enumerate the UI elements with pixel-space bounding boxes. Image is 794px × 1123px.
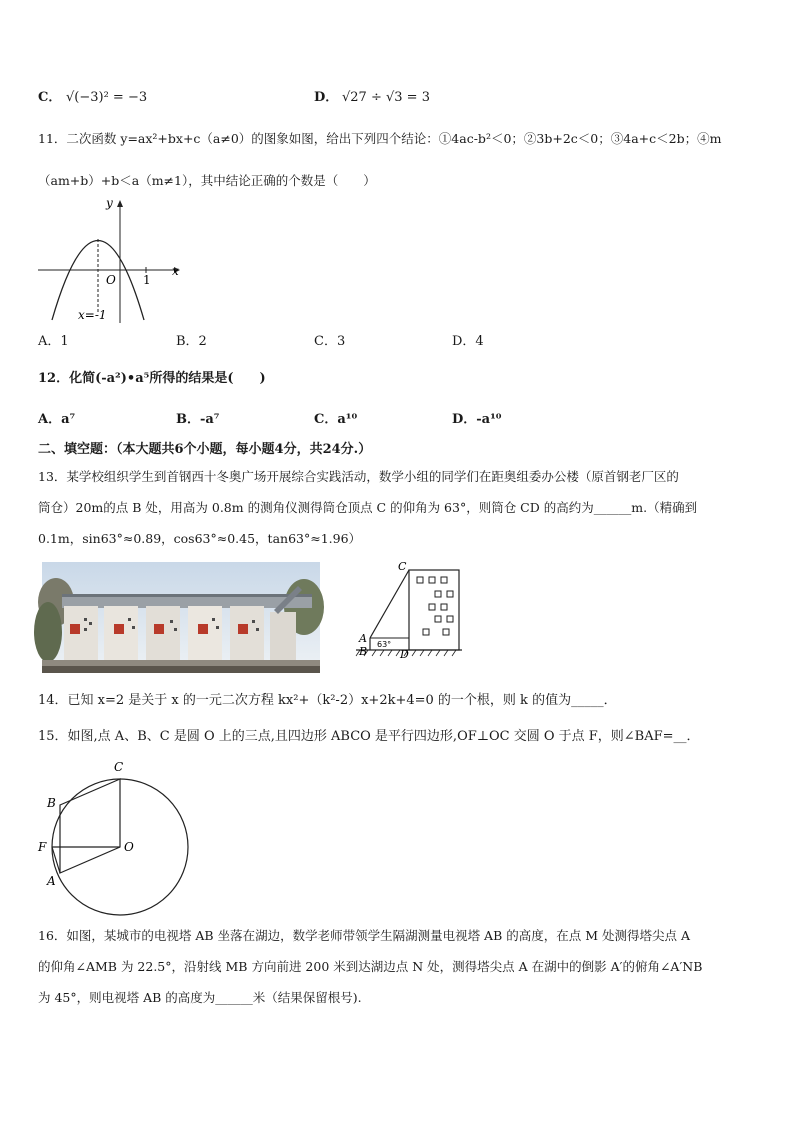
q15-label-c: C [114,760,124,774]
q10-option-d-label: D． [314,90,339,105]
q11-parabola-graph [34,195,184,325]
q13-text-line1: 13．某学校组织学生到首钢西十冬奥广场开展综合实践活动，数学小组的同学们在距奥组委办公楼（原首钢老厂区的 [38,469,679,484]
q14-text: 14．已知 x=2 是关于 x 的一元二次方程 kx²+（k²-2）x+2k+4=0 的一个根，则 k 的值为_____． [38,693,617,708]
q15-label-a: A [47,874,56,888]
q16-text-line3: 为 45°，则电视塔 AB 的高度为______米（结果保留根号). [38,990,362,1005]
q12-option-c: C．a¹⁰ [314,412,358,427]
q15-text: 15．如图,点 A、B、C 是圆 O 上的三点,且四边形 ABCO 是平行四边形,OF⊥OC 交圆 O 于点 F，则∠BAF=__． [38,729,700,744]
q13-label-a: A [359,632,367,645]
q15-label-f: F [38,840,47,854]
q13-label-b: B [359,645,368,658]
q15-circle-figure [34,758,194,890]
q12-option-d: D．-a¹⁰ [452,412,502,427]
q13-text-line2: 筒仓）20m的点 B 处，用高为 0.8m 的测角仪测得筒仓顶点 C 的仰角为 63°，则筒仓 CD 的高约为______m.（精确到 [38,500,698,515]
q11-option-a: A．1 [38,334,69,349]
q13-geometry-figure [356,558,466,664]
q12-option-b: B．-a⁷ [176,412,220,427]
q11-text-line2: （am+b）+b＜a（m≠1），其中结论正确的个数是（ ） [38,173,376,188]
q11-text-line1: 11．二次函数 y=ax²+bx+c（a≠0）的图象如图，给出下列四个结论：①4ac-b²＜0；②3b+2c＜0；③4a+c＜2b；④m [38,131,722,146]
q11-origin-label: O [106,273,116,287]
q11-y-label: y [106,196,113,210]
q12-text: 12．化简(-a²)•a⁵所得的结果是( ) [38,371,266,386]
q13-building-photo [42,562,320,673]
q10-option-c-label: C． [38,90,62,105]
q11-option-c: C．3 [314,334,346,349]
q13-label-c: C [398,560,407,573]
q11-y-axis-arrow [117,200,123,207]
q11-option-b: B．2 [176,334,207,349]
q13-angle-label: 63° [377,640,392,649]
q10-option-c-expression: √(−3)² = −3 [66,90,148,105]
section-2-title: 二、填空题：（本大题共6个小题，每小题4分，共24分.） [38,442,372,457]
q15-parallelogram [60,779,120,873]
q12-option-a: A．a⁷ [38,412,76,427]
q11-tick-label: 1 [143,273,151,287]
q16-text-line1: 16．如图，某城市的电视塔 AB 坐落在湖边，数学老师带领学生隔湖测量电视塔 AB 的高度，在点 M 处测得塔尖点 A [38,928,690,943]
q13-label-d: D [400,648,409,661]
q13-sight-line [370,570,409,638]
q13-text-line3: 0.1m，sin63°≈0.89，cos63°≈0.45，tan63°≈1.96） [38,531,362,546]
q15-label-b: B [47,796,56,810]
q11-axis-label: x=-1 [78,308,107,322]
q15-label-o: O [124,840,134,854]
q11-option-d: D．4 [452,334,484,349]
q13-building-windows [417,577,453,635]
q10-option-d-expression: √27 ÷ √3 = 3 [342,90,430,105]
q11-x-label: x [172,264,179,278]
q16-text-line2: 的仰角∠AMB 为 22.5°，沿射线 MB 方向前进 200 米到达湖边点 N 处，测得塔尖点 A 在湖中的倒影 A′的俯角∠A′NB [38,959,703,974]
